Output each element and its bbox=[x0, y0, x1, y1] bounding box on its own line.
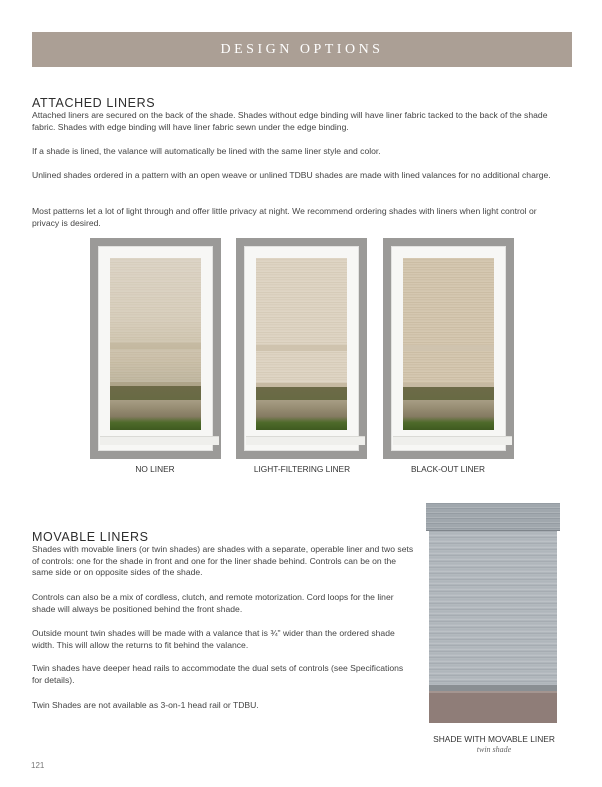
movable-paragraph: Outside mount twin shades will be made with a valance that is ¾" wider than the ordered shade width. This will allow the returns to fit behind the valance. bbox=[32, 628, 395, 650]
movable-paragraph: Controls can also be a mix of cordless, clutch, and remote motorization. Cord loops for the liner shade will always be positioned behind the front shade. bbox=[32, 592, 394, 614]
window-photo-black-out-liner bbox=[383, 238, 514, 459]
attached-paragraph: If a shade is lined, the valance will automatically be lined with the same liner style and color. bbox=[32, 146, 381, 156]
twin-shade-photo bbox=[426, 503, 560, 721]
movable-liners-heading: MOVABLE LINERS bbox=[32, 530, 149, 544]
twin-shade-subcaption: twin shade bbox=[476, 745, 512, 754]
twin-shade-caption bbox=[410, 734, 578, 754]
caption-light-filtering-liner: LIGHT-FILTERING LINER bbox=[253, 464, 351, 474]
attached-liners-heading: ATTACHED LINERS bbox=[32, 96, 156, 110]
twin-shade-caption-title: SHADE WITH MOVABLE LINER bbox=[433, 734, 555, 744]
caption-no-liner: NO LINER bbox=[135, 464, 175, 474]
banner-title: DESIGN OPTIONS bbox=[220, 41, 384, 57]
window-photo-light-filtering-liner bbox=[236, 238, 367, 459]
movable-paragraph: Twin Shades are not available as 3-on-1 head rail or TDBU. bbox=[32, 700, 259, 710]
caption-black-out-liner: BLACK-OUT LINER bbox=[410, 464, 486, 474]
attached-paragraph: Attached liners are secured on the back of the shade. Shades without edge binding will have liner fabric tacked to the back of the shade fabric. Shades with edge binding will have liner fabric sewn under the edge binding. bbox=[32, 110, 548, 132]
attached-paragraph: Most patterns let a lot of light through and offer little privacy at night. We recommend ordering shades with liners when light control or privacy is desired. bbox=[32, 206, 537, 228]
movable-paragraph: Twin shades have deeper head rails to accommodate the dual sets of controls (see Specifications for details). bbox=[32, 663, 404, 685]
movable-paragraph: Shades with movable liners (or twin shades) are shades with a separate, operable liner and two sets of controls: one for the shade in front and one for the liner shade behind. Controls can be on the same side or on opposite sides of the shade. bbox=[32, 544, 414, 578]
attached-paragraph: Unlined shades ordered in a pattern with an open weave or unlined TDBU shades are made with lined valances for no additional charge. bbox=[32, 170, 551, 180]
window-photo-no-liner bbox=[90, 238, 221, 459]
section-banner bbox=[32, 32, 572, 67]
page-number: 121 bbox=[31, 761, 45, 770]
